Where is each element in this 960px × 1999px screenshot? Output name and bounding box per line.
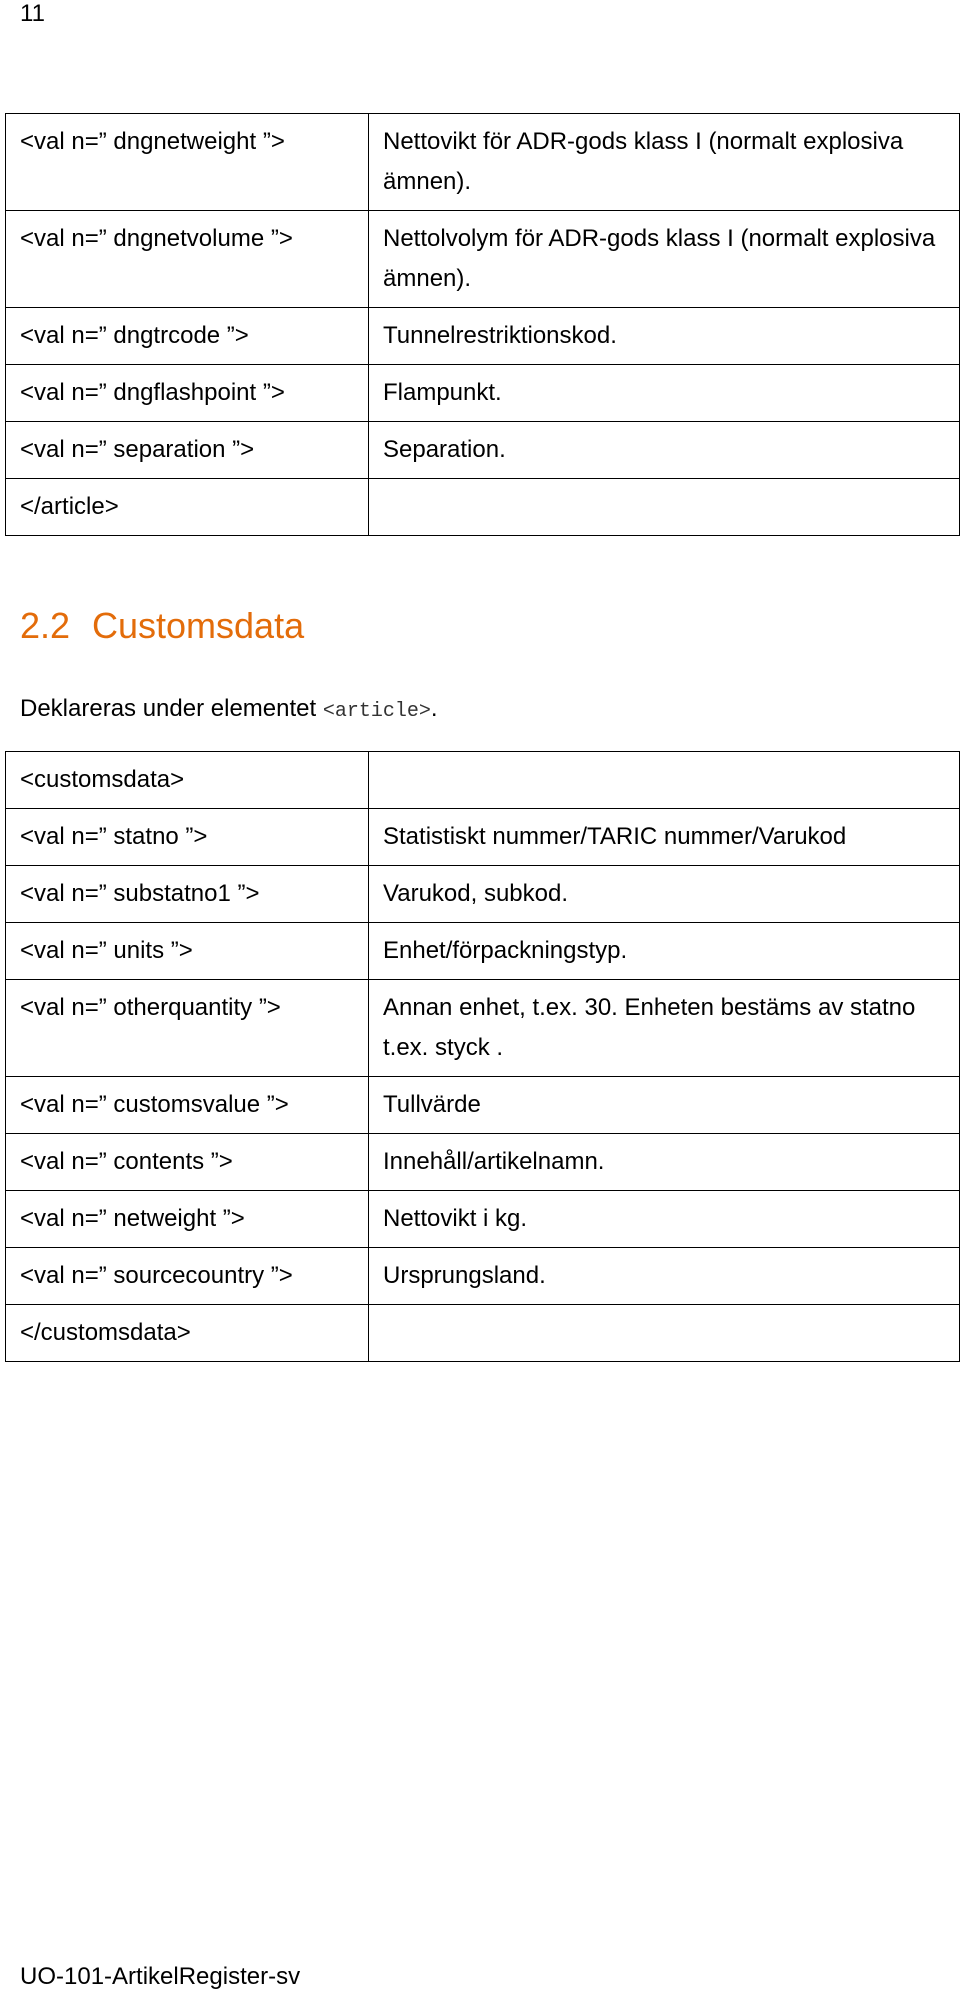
intro-text: Deklareras under elementet: [20, 695, 323, 722]
table-row: [6, 1191, 960, 1248]
table-row: [6, 308, 960, 365]
table-row: [6, 479, 960, 536]
table-row: [6, 923, 960, 980]
table-row: [6, 1248, 960, 1305]
section-intro: [20, 693, 438, 728]
table-row: [6, 752, 960, 809]
field-description: Tunnelrestriktionskod.: [369, 308, 960, 365]
field-description: [369, 752, 960, 809]
field-tag: <val n=” sourcecountry ”>: [6, 1248, 369, 1305]
field-tag: <val n=” separation ”>: [6, 422, 369, 479]
table-row: [6, 1305, 960, 1362]
field-description: Flampunkt.: [369, 365, 960, 422]
field-tag: <val n=” netweight ”>: [6, 1191, 369, 1248]
table-row: [6, 114, 960, 211]
table-row: [6, 1134, 960, 1191]
field-tag: <val n=” statno ”>: [6, 809, 369, 866]
intro-code: <article>: [322, 700, 431, 723]
field-description: Separation.: [369, 422, 960, 479]
field-tag: <val n=” otherquantity ”>: [6, 980, 369, 1077]
footer-document-id: UO-101-ArtikelRegister-sv: [20, 1963, 301, 1990]
field-tag: <val n=” dngflashpoint ”>: [6, 365, 369, 422]
field-tag: </customsdata>: [6, 1305, 369, 1362]
intro-end: .: [430, 695, 438, 722]
field-description: [369, 1305, 960, 1362]
article-fields-table: [5, 113, 960, 536]
field-tag: <val n=” substatno1 ”>: [6, 866, 369, 923]
field-description: Tullvärde: [369, 1077, 960, 1134]
field-tag: <val n=” customsvalue ”>: [6, 1077, 369, 1134]
field-description: Statistiskt nummer/TARIC nummer/Varukod: [369, 809, 960, 866]
customsdata-fields-table: [5, 751, 960, 1362]
field-description: Enhet/förpackningstyp.: [369, 923, 960, 980]
section-heading: [20, 603, 304, 649]
field-tag: <val n=” dngnetweight ”>: [6, 114, 369, 211]
table-row: [6, 1077, 960, 1134]
field-tag: <val n=” dngtrcode ”>: [6, 308, 369, 365]
table-row: [6, 211, 960, 308]
table-row: [6, 365, 960, 422]
table-row: [6, 866, 960, 923]
table-row: [6, 809, 960, 866]
field-tag: </article>: [6, 479, 369, 536]
field-tag: <val n=” units ”>: [6, 923, 369, 980]
field-description: Ursprungsland.: [369, 1248, 960, 1305]
page-number: 11: [20, 0, 45, 27]
field-tag: <val n=” dngnetvolume ”>: [6, 211, 369, 308]
field-tag: <val n=” contents ”>: [6, 1134, 369, 1191]
field-description: Nettolvolym för ADR-gods klass I (normalt explosiva ämnen).: [369, 211, 960, 308]
section-number: 2.2: [20, 605, 71, 646]
field-tag: <customsdata>: [6, 752, 369, 809]
field-description: Nettovikt för ADR-gods klass I (normalt explosiva ämnen).: [369, 114, 960, 211]
section-title: Customsdata: [92, 605, 305, 646]
table-row: [6, 980, 960, 1077]
field-description: Innehåll/artikelnamn.: [369, 1134, 960, 1191]
field-description: Annan enhet, t.ex. 30. Enheten bestäms av statno t.ex. styck .: [369, 980, 960, 1077]
field-description: Varukod, subkod.: [369, 866, 960, 923]
field-description: Nettovikt i kg.: [369, 1191, 960, 1248]
table-row: [6, 422, 960, 479]
field-description: [369, 479, 960, 536]
